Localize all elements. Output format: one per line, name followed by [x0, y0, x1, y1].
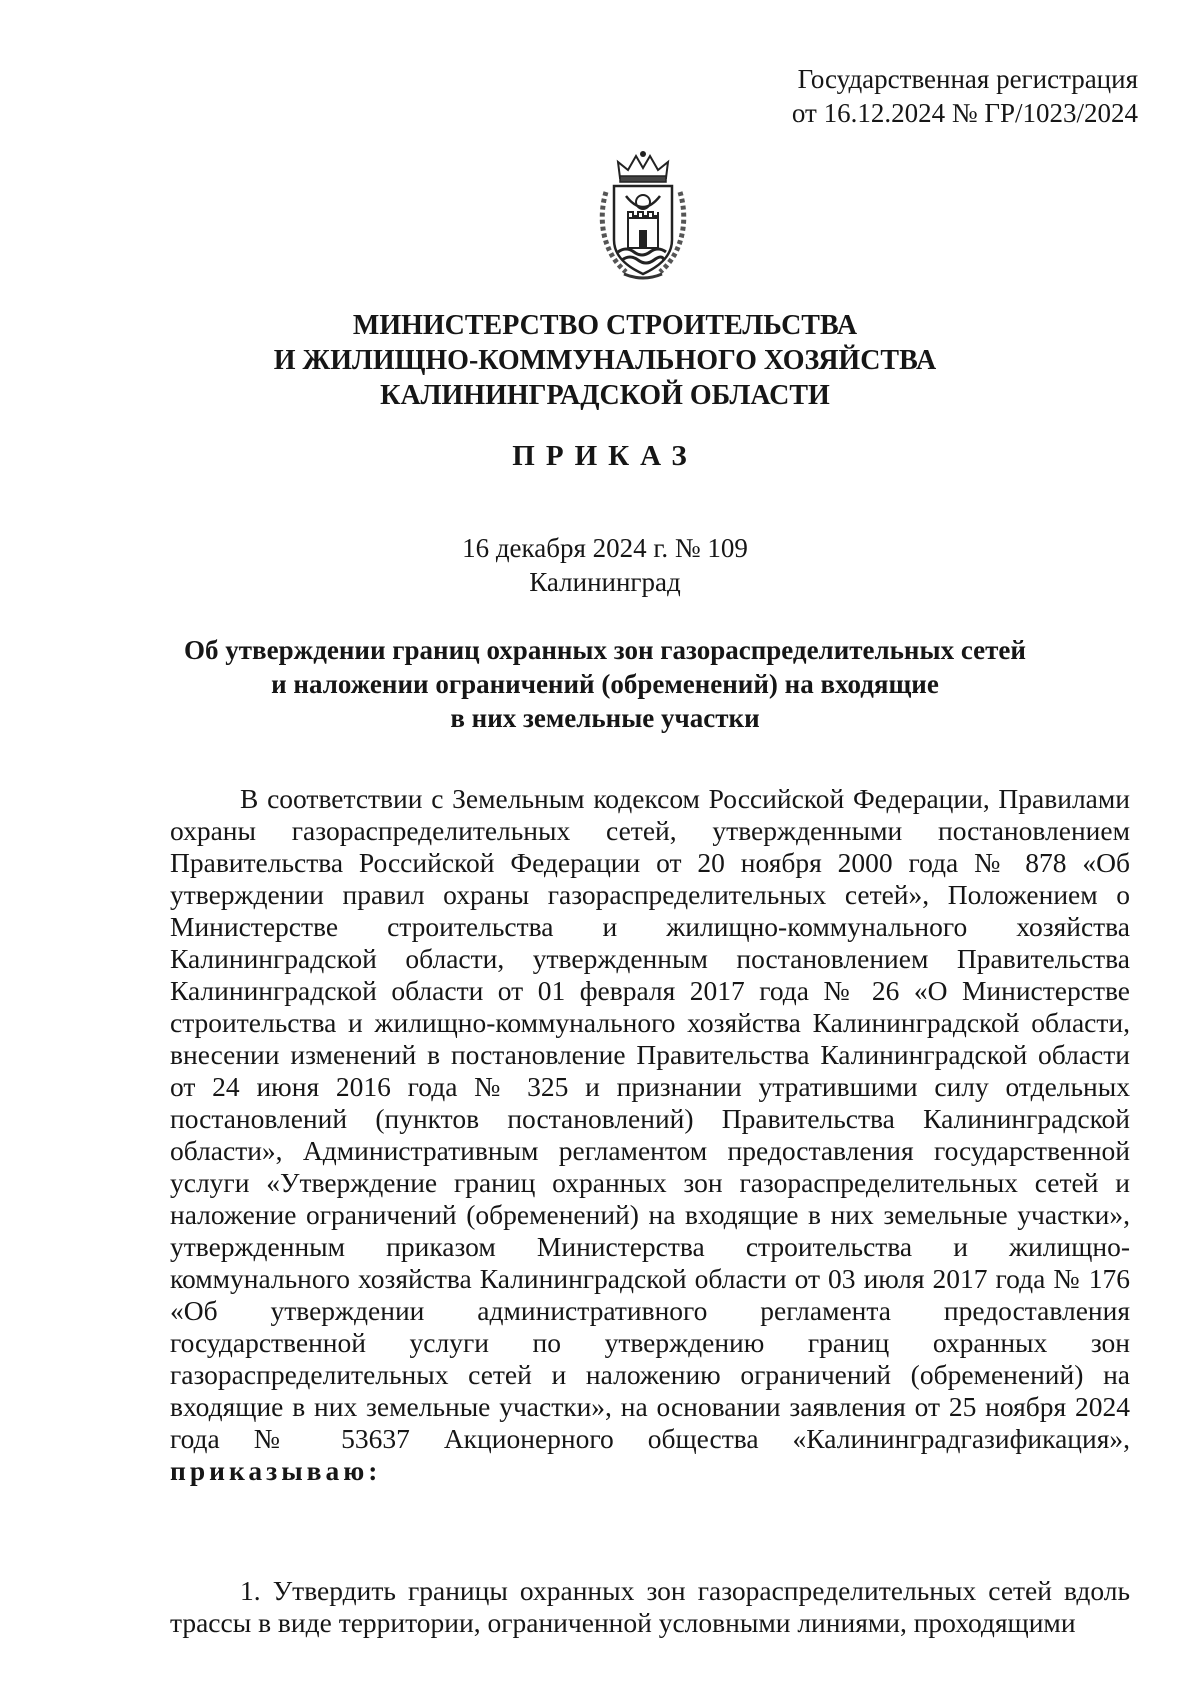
order-item-1: 1. Утвердить границы охранных зон газораспределительных сетей вдоль трассы в виде территории, ограниченной условными линиями, проходящими [170, 1575, 1130, 1638]
ministry-line-2: И ЖИЛИЩНО-КОММУНАЛЬНОГО ХОЗЯЙСТВА [273, 345, 937, 376]
state-registration-stamp [792, 62, 1138, 130]
ministry-line-3: КАЛИНИНГРАДСКОЙ ОБЛАСТИ [380, 380, 830, 411]
coat-of-arms-icon [596, 148, 690, 282]
preamble-paragraph [170, 783, 1130, 1487]
city: Калининград [529, 567, 681, 597]
ministry-line-1: МИНИСТЕРСТВО СТРОИТЕЛЬСТВА [352, 310, 858, 341]
date-and-place [140, 531, 1070, 599]
registration-line-2: от 16.12.2024 № ГР/1023/2024 [791, 98, 1138, 128]
subject-line-2: и наложении ограничений (обременений) на входящие [271, 669, 939, 699]
order-word: приказываю: [170, 1455, 382, 1486]
subject-line-3: в них земельные участки [450, 703, 760, 733]
document-subject [140, 633, 1070, 735]
document-type-heading: ПРИКАЗ [512, 440, 698, 472]
registration-line-1: Государственная регистрация [797, 64, 1138, 94]
ministry-name [140, 308, 1070, 413]
date-number: 16 декабря 2024 г. № 109 [462, 533, 748, 563]
subject-line-1: Об утверждении границ охранных зон газораспределительных сетей [184, 635, 1026, 665]
preamble-text: В соответствии с Земельным кодексом Российской Федерации, Правилами охраны газораспределительных сетей, утвержденными постановлением Правительства Российской Федерации от 20 ноября 2000 года № 878 «Об утверждении правил охраны газораспределительных сетей», Положением о Министерстве строительства и жилищно-коммунального хозяйства Калининградской области, утвержденным постановлением Правительства Калининградской области от 01 февраля 2017 года № 26 «О Министерстве строительства и жилищно-коммунального хозяйства Калининградской области, внесении изменений в постановление Правительства Калининградской области от 24 июня 2016 года № 325 и признании утратившими силу отдельных постановлений (пунктов постановлений) Правительства Калининградской области», Административным регламентом предоставления государственной услуги «Утверждение границ охранных зон газораспределительных сетей и наложение ограничений (обременений) на входящие в них земельные участки», утвержденным приказом Министерства строительства и жилищно-коммунального хозяйства Калининградской области от 03 июля 2017 года № 176 «Об утверждении административного регламента предоставления государственной услуги по утверждению границ охранных зон газораспределительных сетей и наложению ограничений (обременений) на входящие в них земельные участки», на основании заявления от 25 ноября 2024 года № 53637 Акционерного общества «Калининградгазификация», [170, 783, 1130, 1454]
